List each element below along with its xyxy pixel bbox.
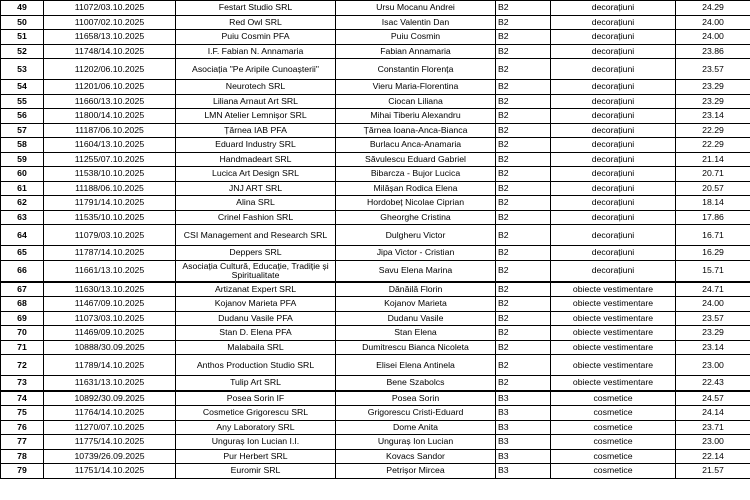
category: cosmetice — [551, 420, 676, 435]
table-row — [1, 109, 750, 124]
table-row — [1, 340, 750, 355]
registration-number: 11630/13.10.2025 — [44, 282, 176, 297]
company-name: Euromir SRL — [176, 464, 336, 479]
company-name: Posea Sorin IF — [176, 391, 336, 406]
score: 24.29 — [676, 1, 750, 16]
category: decorațiuni — [551, 123, 676, 138]
person-name: Unguraș Ion Lucian — [336, 435, 496, 450]
table-row — [1, 181, 750, 196]
registration-number: 11535/10.10.2025 — [44, 210, 176, 225]
score: 22.14 — [676, 449, 750, 464]
registration-number: 11775/14.10.2025 — [44, 435, 176, 450]
table-row — [1, 94, 750, 109]
row-number: 67 — [1, 282, 44, 297]
level-code: B2 — [496, 196, 551, 211]
category: decorațiuni — [551, 260, 676, 282]
table-body — [1, 1, 750, 479]
person-name: Posea Sorin — [336, 391, 496, 406]
category: decorațiuni — [551, 15, 676, 30]
registration-number: 11469/09.10.2025 — [44, 326, 176, 341]
row-number: 60 — [1, 167, 44, 182]
company-name: CSI Management and Research SRL — [176, 225, 336, 246]
person-name: Grigorescu Cristi-Eduard — [336, 406, 496, 421]
score: 23.57 — [676, 311, 750, 326]
company-name: Any Laboratory SRL — [176, 420, 336, 435]
level-code: B2 — [496, 260, 551, 282]
person-name: Dănăilă Florin — [336, 282, 496, 297]
registration-number: 11538/10.10.2025 — [44, 167, 176, 182]
row-number: 55 — [1, 94, 44, 109]
table-row — [1, 449, 750, 464]
person-name: Burlacu Anca-Anamaria — [336, 138, 496, 153]
category: decorațiuni — [551, 152, 676, 167]
row-number: 71 — [1, 340, 44, 355]
registration-number: 10888/30.09.2025 — [44, 340, 176, 355]
row-number: 62 — [1, 196, 44, 211]
category: cosmetice — [551, 464, 676, 479]
registration-number: 11748/14.10.2025 — [44, 44, 176, 59]
level-code: B3 — [496, 391, 551, 406]
row-number: 52 — [1, 44, 44, 59]
score: 23.71 — [676, 420, 750, 435]
company-name: Alina SRL — [176, 196, 336, 211]
table-row — [1, 355, 750, 376]
level-code: B2 — [496, 376, 551, 391]
person-name: Jipa Victor - Cristian — [336, 246, 496, 261]
table-row — [1, 15, 750, 30]
level-code: B3 — [496, 464, 551, 479]
table-row — [1, 1, 750, 16]
table-row — [1, 152, 750, 167]
row-number: 76 — [1, 420, 44, 435]
category: decorațiuni — [551, 210, 676, 225]
person-name: Dumitrescu Bianca Nicoleta — [336, 340, 496, 355]
row-number: 51 — [1, 30, 44, 45]
category: cosmetice — [551, 435, 676, 450]
table-row — [1, 420, 750, 435]
registration-number: 11789/14.10.2025 — [44, 355, 176, 376]
company-name: Anthos Production Studio SRL — [176, 355, 336, 376]
company-name: Tulip Art SRL — [176, 376, 336, 391]
score: 23.14 — [676, 109, 750, 124]
score: 23.00 — [676, 435, 750, 450]
registration-number: 10892/30.09.2025 — [44, 391, 176, 406]
score: 20.71 — [676, 167, 750, 182]
category: decorațiuni — [551, 80, 676, 95]
row-number: 59 — [1, 152, 44, 167]
registration-number: 11604/13.10.2025 — [44, 138, 176, 153]
category: cosmetice — [551, 449, 676, 464]
person-name: Milășan Rodica Elena — [336, 181, 496, 196]
row-number: 49 — [1, 1, 44, 16]
level-code: B3 — [496, 420, 551, 435]
table-row — [1, 210, 750, 225]
person-name: Puiu Cosmin — [336, 30, 496, 45]
row-number: 61 — [1, 181, 44, 196]
person-name: Kojanov Marieta — [336, 297, 496, 312]
registration-number: 11255/07.10.2025 — [44, 152, 176, 167]
registration-number: 11751/14.10.2025 — [44, 464, 176, 479]
score: 22.43 — [676, 376, 750, 391]
table-row — [1, 59, 750, 80]
person-name: Elisei Elena Antinela — [336, 355, 496, 376]
level-code: B2 — [496, 152, 551, 167]
person-name: Ursu Mocanu Andrei — [336, 1, 496, 16]
category: cosmetice — [551, 391, 676, 406]
category: decorațiuni — [551, 109, 676, 124]
row-number: 65 — [1, 246, 44, 261]
table-row — [1, 406, 750, 421]
table-row — [1, 376, 750, 391]
registration-number: 11187/06.10.2025 — [44, 123, 176, 138]
company-name: Handmadeart SRL — [176, 152, 336, 167]
company-name: Festart Studio SRL — [176, 1, 336, 16]
level-code: B2 — [496, 30, 551, 45]
row-number: 68 — [1, 297, 44, 312]
row-number: 56 — [1, 109, 44, 124]
person-name: Gheorghe Cristina — [336, 210, 496, 225]
company-name: Pur Herbert SRL — [176, 449, 336, 464]
table-row — [1, 167, 750, 182]
registration-number: 11072/03.10.2025 — [44, 1, 176, 16]
person-name: Vieru Maria-Florentina — [336, 80, 496, 95]
table-row — [1, 391, 750, 406]
row-number: 72 — [1, 355, 44, 376]
score: 16.71 — [676, 225, 750, 246]
level-code: B2 — [496, 210, 551, 225]
table-row — [1, 44, 750, 59]
score: 16.29 — [676, 246, 750, 261]
score: 20.57 — [676, 181, 750, 196]
level-code: B3 — [496, 406, 551, 421]
registration-number: 11201/06.10.2025 — [44, 80, 176, 95]
person-name: Mihai Tiberiu Alexandru — [336, 109, 496, 124]
score: 23.29 — [676, 94, 750, 109]
company-name: Stan D. Elena PFA — [176, 326, 336, 341]
company-name: Malabaila SRL — [176, 340, 336, 355]
level-code: B2 — [496, 311, 551, 326]
level-code: B2 — [496, 44, 551, 59]
level-code: B2 — [496, 1, 551, 16]
registration-number: 11467/09.10.2025 — [44, 297, 176, 312]
row-number: 50 — [1, 15, 44, 30]
level-code: B2 — [496, 123, 551, 138]
level-code: B2 — [496, 340, 551, 355]
row-number: 69 — [1, 311, 44, 326]
person-name: Isac Valentin Dan — [336, 15, 496, 30]
level-code: B2 — [496, 282, 551, 297]
level-code: B2 — [496, 138, 551, 153]
registration-number: 11791/14.10.2025 — [44, 196, 176, 211]
level-code: B2 — [496, 246, 551, 261]
table-row — [1, 297, 750, 312]
score: 23.14 — [676, 340, 750, 355]
registration-number: 11270/07.10.2025 — [44, 420, 176, 435]
company-name: Țărnea IAB PFA — [176, 123, 336, 138]
table-row — [1, 225, 750, 246]
table-row — [1, 123, 750, 138]
person-name: Stan Elena — [336, 326, 496, 341]
table-row — [1, 311, 750, 326]
level-code: B2 — [496, 94, 551, 109]
row-number: 57 — [1, 123, 44, 138]
person-name: Țărnea Ioana-Anca-Bianca — [336, 123, 496, 138]
category: obiecte vestimentare — [551, 340, 676, 355]
row-number: 53 — [1, 59, 44, 80]
company-name: Kojanov Marieta PFA — [176, 297, 336, 312]
level-code: B2 — [496, 225, 551, 246]
person-name: Constantin Florența — [336, 59, 496, 80]
category: decorațiuni — [551, 30, 676, 45]
category: decorațiuni — [551, 196, 676, 211]
person-name: Săvulescu Eduard Gabriel — [336, 152, 496, 167]
company-name: Crinel Fashion SRL — [176, 210, 336, 225]
category: decorațiuni — [551, 59, 676, 80]
category: cosmetice — [551, 406, 676, 421]
company-name: I.F. Fabian N. Annamaria — [176, 44, 336, 59]
score: 24.14 — [676, 406, 750, 421]
person-name: Bibarcza - Bujor Lucica — [336, 167, 496, 182]
company-name: Deppers SRL — [176, 246, 336, 261]
person-name: Savu Elena Marina — [336, 260, 496, 282]
company-name: Neurotech SRL — [176, 80, 336, 95]
level-code: B2 — [496, 181, 551, 196]
level-code: B2 — [496, 326, 551, 341]
company-name: Asociația "Pe Aripile Cunoașterii" — [176, 59, 336, 80]
person-name: Dudanu Vasile — [336, 311, 496, 326]
row-number: 77 — [1, 435, 44, 450]
company-name: Red Owl SRL — [176, 15, 336, 30]
row-number: 54 — [1, 80, 44, 95]
registration-number: 11079/03.10.2025 — [44, 225, 176, 246]
row-number: 64 — [1, 225, 44, 246]
person-name: Fabian Annamaria — [336, 44, 496, 59]
company-name: Unguraș Ion Lucian I.I. — [176, 435, 336, 450]
registration-number: 11202/06.10.2025 — [44, 59, 176, 80]
level-code: B2 — [496, 109, 551, 124]
category: decorațiuni — [551, 181, 676, 196]
registration-number: 11787/14.10.2025 — [44, 246, 176, 261]
level-code: B2 — [496, 355, 551, 376]
score: 18.14 — [676, 196, 750, 211]
row-number: 75 — [1, 406, 44, 421]
company-name: Eduard Industry SRL — [176, 138, 336, 153]
score: 23.00 — [676, 355, 750, 376]
registration-number: 11188/06.10.2025 — [44, 181, 176, 196]
company-name: Liliana Arnaut Art SRL — [176, 94, 336, 109]
category: decorațiuni — [551, 138, 676, 153]
score: 23.29 — [676, 80, 750, 95]
table-row — [1, 246, 750, 261]
row-number: 58 — [1, 138, 44, 153]
row-number: 73 — [1, 376, 44, 391]
score: 15.71 — [676, 260, 750, 282]
level-code: B2 — [496, 80, 551, 95]
person-name: Petrișor Mircea — [336, 464, 496, 479]
company-name: Artizanat Expert SRL — [176, 282, 336, 297]
level-code: B2 — [496, 15, 551, 30]
person-name: Kovacs Sandor — [336, 449, 496, 464]
person-name: Dome Anita — [336, 420, 496, 435]
category: decorațiuni — [551, 167, 676, 182]
category: obiecte vestimentare — [551, 282, 676, 297]
company-name: LMN Atelier Lemnișor SRL — [176, 109, 336, 124]
person-name: Bene Szabolcs — [336, 376, 496, 391]
score: 24.57 — [676, 391, 750, 406]
table-row — [1, 30, 750, 45]
score: 23.86 — [676, 44, 750, 59]
score: 24.00 — [676, 297, 750, 312]
score: 23.57 — [676, 59, 750, 80]
level-code: B3 — [496, 449, 551, 464]
company-name: JNJ ART SRL — [176, 181, 336, 196]
score: 24.00 — [676, 30, 750, 45]
score: 22.29 — [676, 138, 750, 153]
category: obiecte vestimentare — [551, 297, 676, 312]
company-name: Cosmetice Grigorescu SRL — [176, 406, 336, 421]
row-number: 70 — [1, 326, 44, 341]
table-row — [1, 464, 750, 479]
score: 22.29 — [676, 123, 750, 138]
level-code: B2 — [496, 59, 551, 80]
person-name: Hordobeț Nicolae Ciprian — [336, 196, 496, 211]
score: 21.57 — [676, 464, 750, 479]
row-number: 66 — [1, 260, 44, 282]
table-row — [1, 138, 750, 153]
score: 23.29 — [676, 326, 750, 341]
category: decorațiuni — [551, 94, 676, 109]
company-name: Puiu Cosmin PFA — [176, 30, 336, 45]
level-code: B2 — [496, 167, 551, 182]
company-name: Asociația Cultură, Educație, Tradiție și Spiritualitate — [176, 260, 336, 282]
category: decorațiuni — [551, 225, 676, 246]
category: obiecte vestimentare — [551, 355, 676, 376]
row-number: 79 — [1, 464, 44, 479]
registration-number: 11073/03.10.2025 — [44, 311, 176, 326]
registration-number: 11007/02.10.2025 — [44, 15, 176, 30]
category: decorațiuni — [551, 246, 676, 261]
registration-number: 11660/13.10.2025 — [44, 94, 176, 109]
registration-number: 11658/13.10.2025 — [44, 30, 176, 45]
table-row — [1, 80, 750, 95]
row-number: 63 — [1, 210, 44, 225]
category: decorațiuni — [551, 1, 676, 16]
company-name: Dudanu Vasile PFA — [176, 311, 336, 326]
registration-number: 11800/14.10.2025 — [44, 109, 176, 124]
table-row — [1, 196, 750, 211]
category: decorațiuni — [551, 44, 676, 59]
category: obiecte vestimentare — [551, 326, 676, 341]
category: obiecte vestimentare — [551, 311, 676, 326]
score: 21.14 — [676, 152, 750, 167]
category: obiecte vestimentare — [551, 376, 676, 391]
person-name: Ciocan Liliana — [336, 94, 496, 109]
registration-number: 11631/13.10.2025 — [44, 376, 176, 391]
table-row — [1, 435, 750, 450]
company-name: Lucica Art Design SRL — [176, 167, 336, 182]
person-name: Dulgheru Victor — [336, 225, 496, 246]
row-number: 74 — [1, 391, 44, 406]
registration-number: 11764/14.10.2025 — [44, 406, 176, 421]
score: 24.71 — [676, 282, 750, 297]
registration-number: 10739/26.09.2025 — [44, 449, 176, 464]
table-row — [1, 282, 750, 297]
score: 24.00 — [676, 15, 750, 30]
table-row — [1, 326, 750, 341]
level-code: B2 — [496, 297, 551, 312]
score: 17.86 — [676, 210, 750, 225]
row-number: 78 — [1, 449, 44, 464]
table-row — [1, 260, 750, 282]
level-code: B3 — [496, 435, 551, 450]
registration-number: 11661/13.10.2025 — [44, 260, 176, 282]
